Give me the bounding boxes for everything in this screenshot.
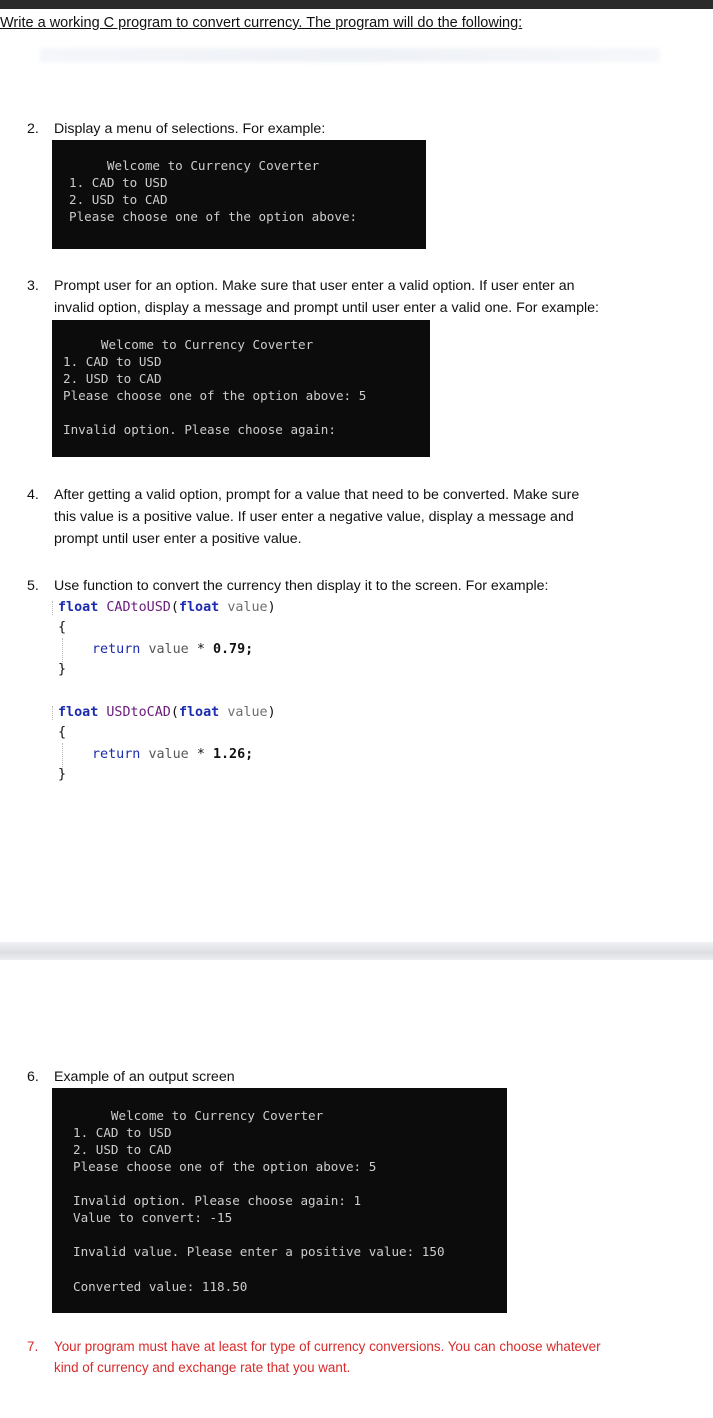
fold-marker xyxy=(52,601,53,615)
console-line: Invalid option. Please choose again: 1 xyxy=(73,1193,362,1208)
assignment-heading: Write a working C program to convert currency. The program will do the following: xyxy=(0,15,523,31)
code-line-return-2: return value * 1.26; xyxy=(92,747,254,762)
step-text: invalid option, display a message and prompt until user enter a valid one. For example: xyxy=(54,300,599,316)
step-number: 5. xyxy=(27,578,39,594)
step-text: this value is a positive value. If user enter a negative value, display a message and xyxy=(54,509,574,525)
code-line-signature-2: float USDtoCAD(float value) xyxy=(58,705,276,720)
step-number: 2. xyxy=(27,121,39,137)
console-line: Welcome to Currency Coverter xyxy=(63,337,314,352)
step-text: Example of an output screen xyxy=(54,1069,235,1085)
console-line: Invalid value. Please enter a positive value: 150 xyxy=(73,1244,445,1259)
step-text: Your program must have at least for type of currency conversions. You can choose whatever xyxy=(54,1339,601,1354)
console-line: Value to convert: -15 xyxy=(73,1210,233,1225)
code-snippet xyxy=(48,598,448,798)
step-text: Prompt user for an option. Make sure that user enter a valid option. If user enter an xyxy=(54,278,575,294)
console-line: 2. USD to CAD xyxy=(69,192,168,207)
step-text: Use function to convert the currency then display it to the screen. For example: xyxy=(54,578,549,594)
code-close-brace: } xyxy=(58,767,67,782)
console-line: Welcome to Currency Coverter xyxy=(73,1108,324,1123)
console-line: 1. CAD to USD xyxy=(69,175,168,190)
step-number: 6. xyxy=(27,1069,39,1085)
console-line: Invalid option. Please choose again: xyxy=(63,422,336,437)
console-line: 1. CAD to USD xyxy=(73,1125,172,1140)
console-line: Welcome to Currency Coverter xyxy=(69,158,320,173)
console-line: 2. USD to CAD xyxy=(63,371,162,386)
code-open-brace: { xyxy=(58,620,67,635)
step-text: kind of currency and exchange rate that you want. xyxy=(54,1360,351,1375)
console-invalid-option xyxy=(52,320,430,457)
page-separator-bar xyxy=(0,942,713,960)
code-line-signature-1: float CADtoUSD(float value) xyxy=(58,600,276,615)
top-dark-bar xyxy=(0,0,713,9)
step-text: Display a menu of selections. For example: xyxy=(54,121,326,137)
console-output-example xyxy=(52,1088,507,1313)
code-open-brace: { xyxy=(58,725,67,740)
console-line: Please choose one of the option above: xyxy=(69,209,358,224)
console-line: Please choose one of the option above: 5 xyxy=(63,388,367,403)
console-line: 2. USD to CAD xyxy=(73,1142,172,1157)
blurred-line xyxy=(40,48,660,62)
console-line: Converted value: 118.50 xyxy=(73,1279,248,1294)
step-number: 4. xyxy=(27,487,39,503)
step-number: 3. xyxy=(27,278,39,294)
console-line: Please choose one of the option above: 5 xyxy=(73,1159,377,1174)
step-number: 7. xyxy=(27,1339,39,1354)
step-text: After getting a valid option, prompt for a value that need to be converted. Make sure xyxy=(54,487,580,503)
step-text: prompt until user enter a positive value. xyxy=(54,531,302,547)
code-line-return-1: return value * 0.79; xyxy=(92,642,254,657)
code-close-brace: } xyxy=(58,662,67,677)
fold-marker xyxy=(52,706,53,720)
console-menu xyxy=(52,140,426,249)
console-line: 1. CAD to USD xyxy=(63,354,162,369)
